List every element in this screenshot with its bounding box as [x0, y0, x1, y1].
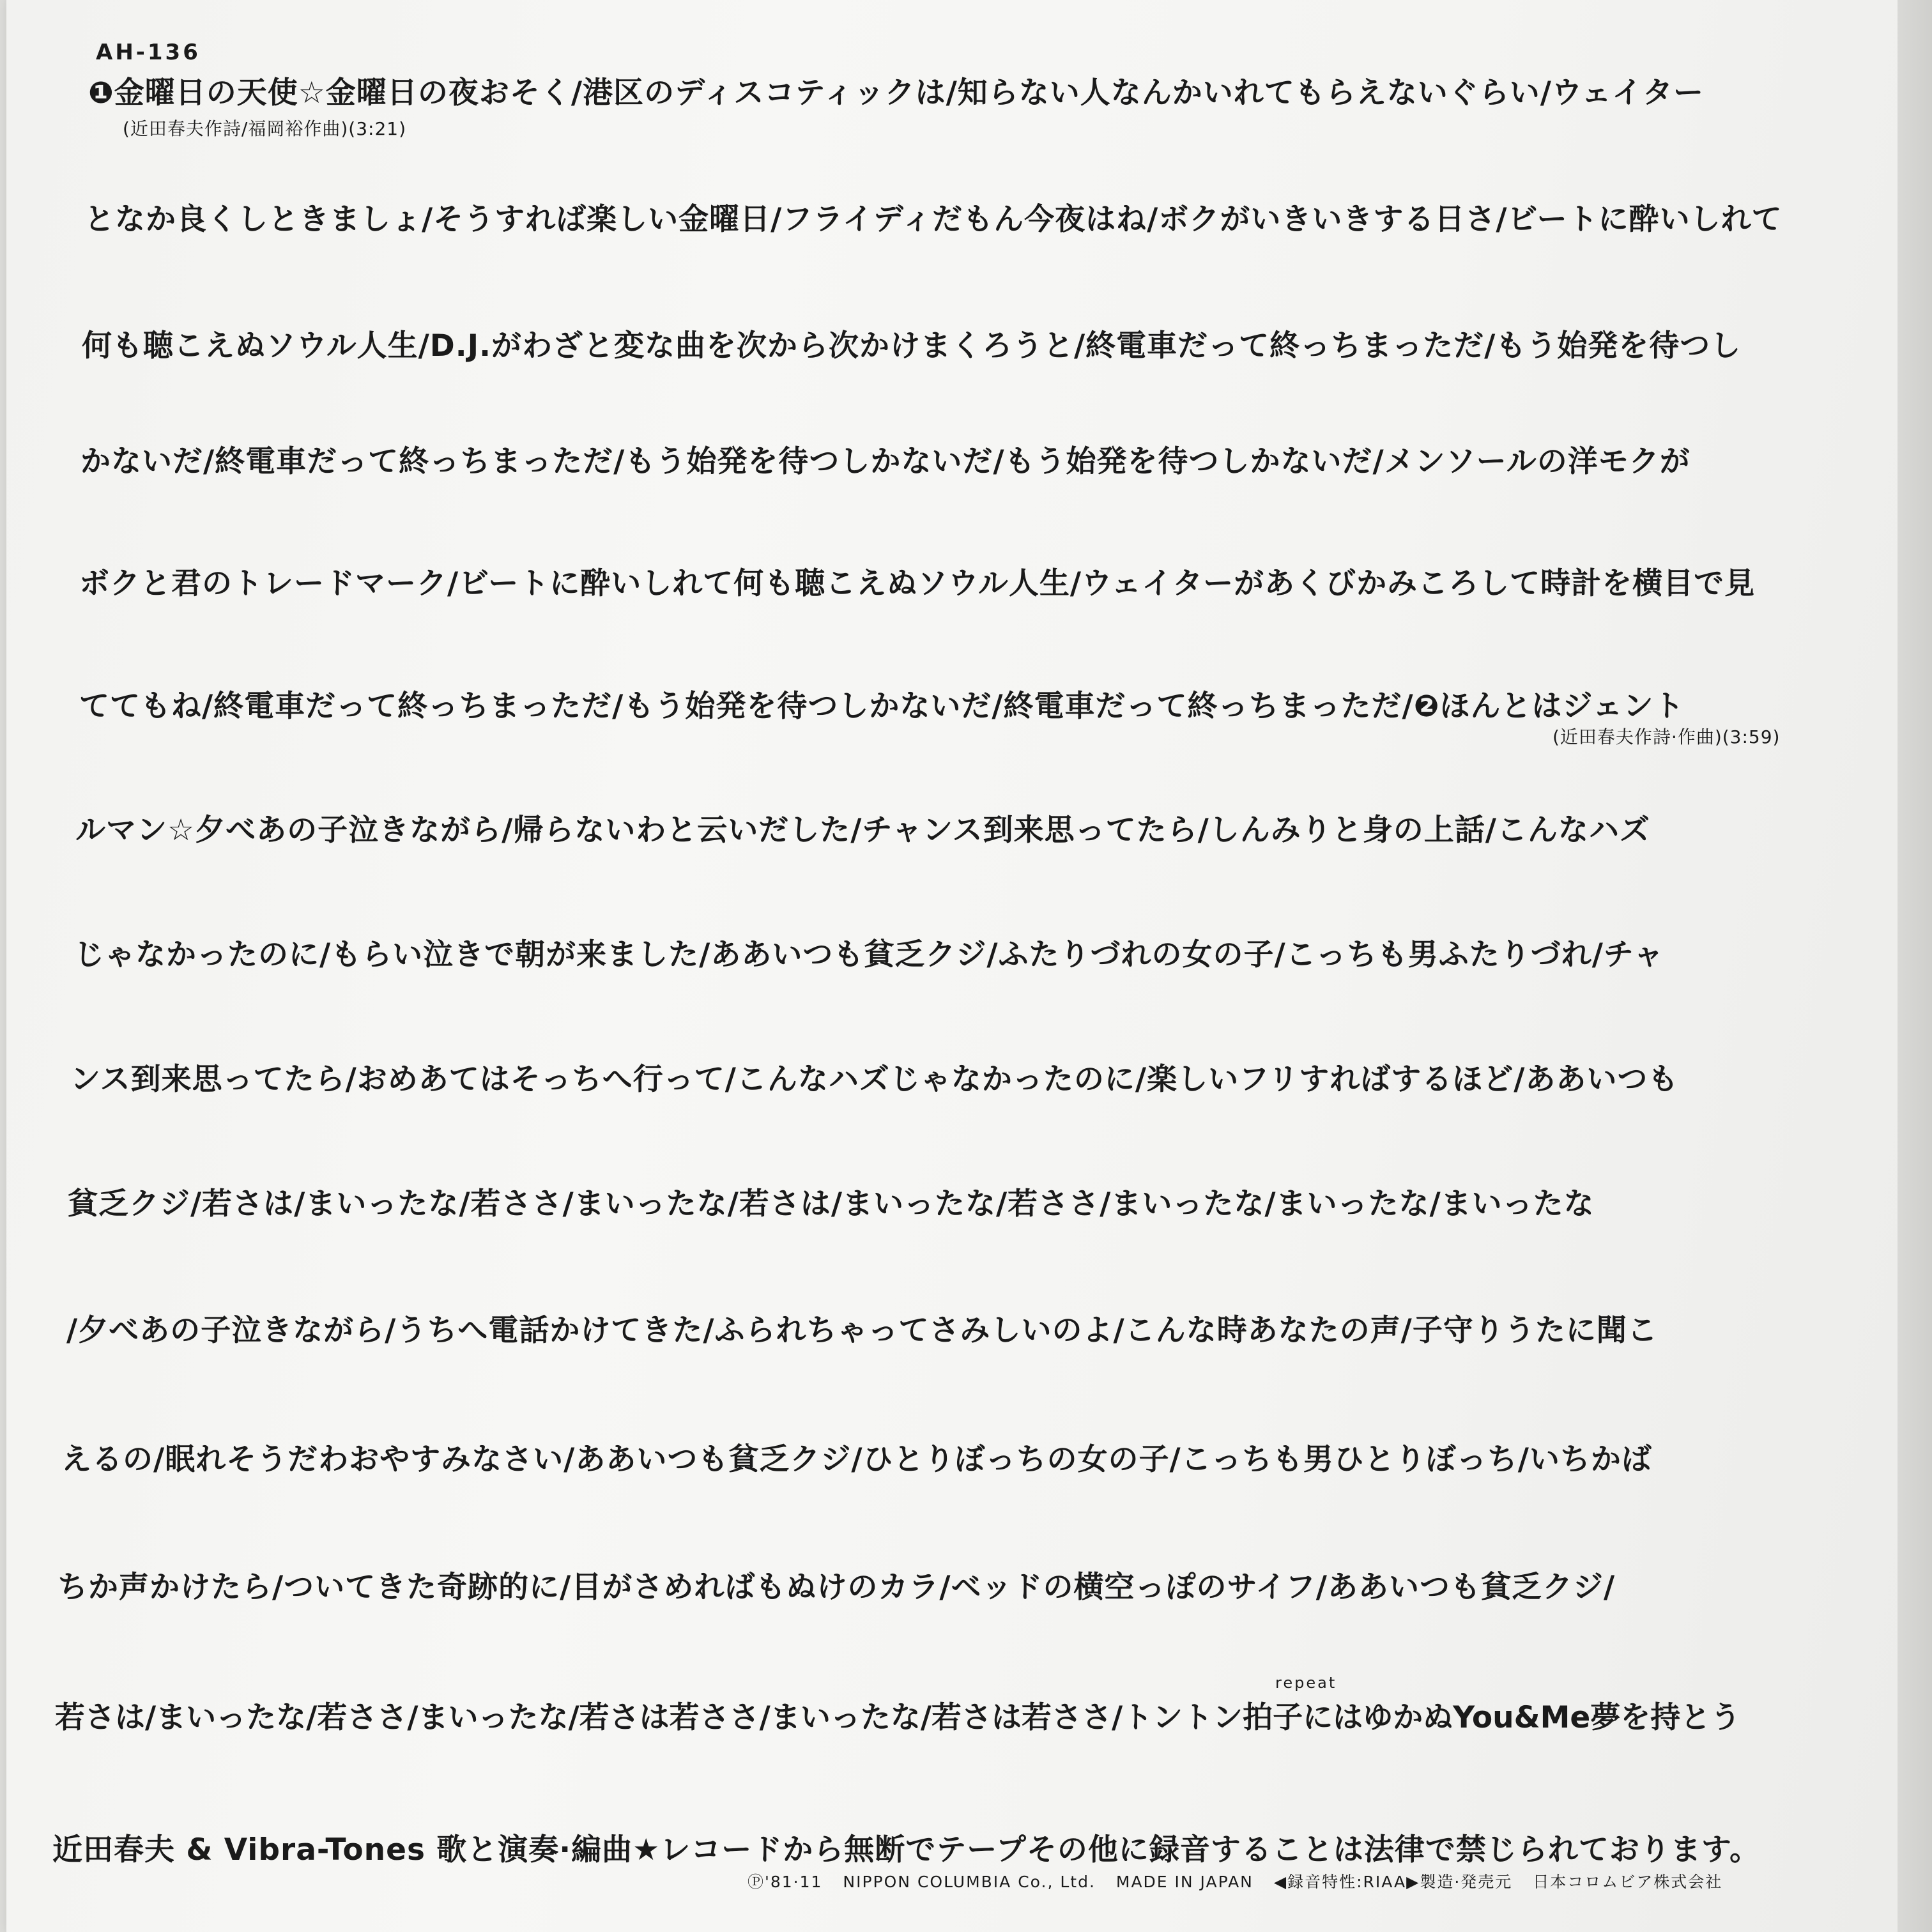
footer-recording: ◀録音特性:RIAA▶製造·発売元	[1273, 1873, 1513, 1891]
footer-copyright: Ⓟ'81·11	[747, 1873, 823, 1891]
lyric-line: かないだ/終電車だって終っちまっただ/もう始発を待つしかないだ/もう始発を待つしかないだ/メンソールの洋モクが	[80, 444, 1690, 479]
credits-line: 近田春夫 & Vibra-Tones 歌と演奏·編曲★レコードから無断でテープその他に録音することは法律で禁じられております。	[52, 1832, 1761, 1867]
repeat-mark: repeat	[1275, 1674, 1337, 1692]
lyric-line: ちか声かけたら/ついてきた奇跡的に/目がさめればもぬけのカラ/ベッドの横空っぽのサイフ/ああいつも貧乏クジ/	[57, 1570, 1616, 1605]
lyric-line: 貧乏クジ/若さは/まいったな/若ささ/まいったな/若さは/まいったな/若ささ/まいったな/まいったな/まいったな	[68, 1186, 1595, 1222]
track1-credit: (近田春夫作詩/福岡裕作曲)(3:21)	[123, 118, 407, 139]
footer	[747, 1869, 1736, 1892]
lyric-line: ❶金曜日の天使☆金曜日の夜おそく/港区のディスコティックは/知らない人なんかいれてもらえないぐらい/ウェイター	[88, 75, 1705, 111]
lyric-line: ボクと君のトレードマーク/ビートに酔いしれて何も聴こえぬソウル人生/ウェイターがあくびかみころして時計を横目で見	[79, 566, 1756, 601]
lyric-line: 若さは/まいったな/若ささ/まいったな/若さは若ささ/まいったな/若さは若ささ/トントン拍子にはゆかぬYou&Me夢を持とう	[55, 1700, 1741, 1735]
footer-company-ja: 日本コロムビア株式会社	[1533, 1873, 1723, 1891]
track2-credit: (近田春夫作詩·作曲)(3:59)	[1552, 726, 1781, 747]
footer-made-in: MADE IN JAPAN	[1116, 1873, 1254, 1891]
lyric-sheet	[6, 0, 1897, 1932]
right-edge-shadow	[1897, 0, 1932, 1932]
lyric-line: じゃなかったのに/もらい泣きで朝が来ました/ああいつも貧乏クジ/ふたりづれの女の子/こっちも男ふたりづれ/チャ	[74, 937, 1664, 972]
catalog-number: AH-136	[96, 40, 201, 65]
lyric-line: 何も聴こえぬソウル人生/D.J.がわざと変な曲を次から次かけまくろうと/終電車だって終っちまっただ/もう始発を待つし	[82, 328, 1742, 364]
lyric-line: えるの/眠れそうだわおやすみなさい/ああいつも貧乏クジ/ひとりぼっちの女の子/こっちも男ひとりぼっち/いちかば	[61, 1442, 1652, 1477]
lyric-line: ンス到来思ってたら/おめあてはそっちへ行って/こんなハズじゃなかったのに/楽しいフリすればするほど/ああいつも	[70, 1062, 1679, 1097]
lyric-line: ててもね/終電車だって終っちまっただ/もう始発を待つしかないだ/終電車だって終っちまっただ/❷ほんとはジェント	[79, 689, 1685, 724]
lyric-line: ルマン☆夕べあの子泣きながら/帰らないわと云いだした/チャンス到来思ってたら/しんみりと身の上話/こんなハズ	[75, 813, 1650, 848]
lyric-line: となか良くしときましょ/そうすれば楽しい金曜日/フライディだもん今夜はね/ボクがいきいきする日さ/ビートに酔いしれて	[84, 202, 1782, 237]
footer-company: NIPPON COLUMBIA Co., Ltd.	[843, 1873, 1096, 1891]
lyric-line: /夕べあの子泣きながら/うちへ電話かけてきた/ふられちゃってさみしいのよ/こんな時あなたの声/子守りうたに聞こ	[66, 1313, 1658, 1348]
